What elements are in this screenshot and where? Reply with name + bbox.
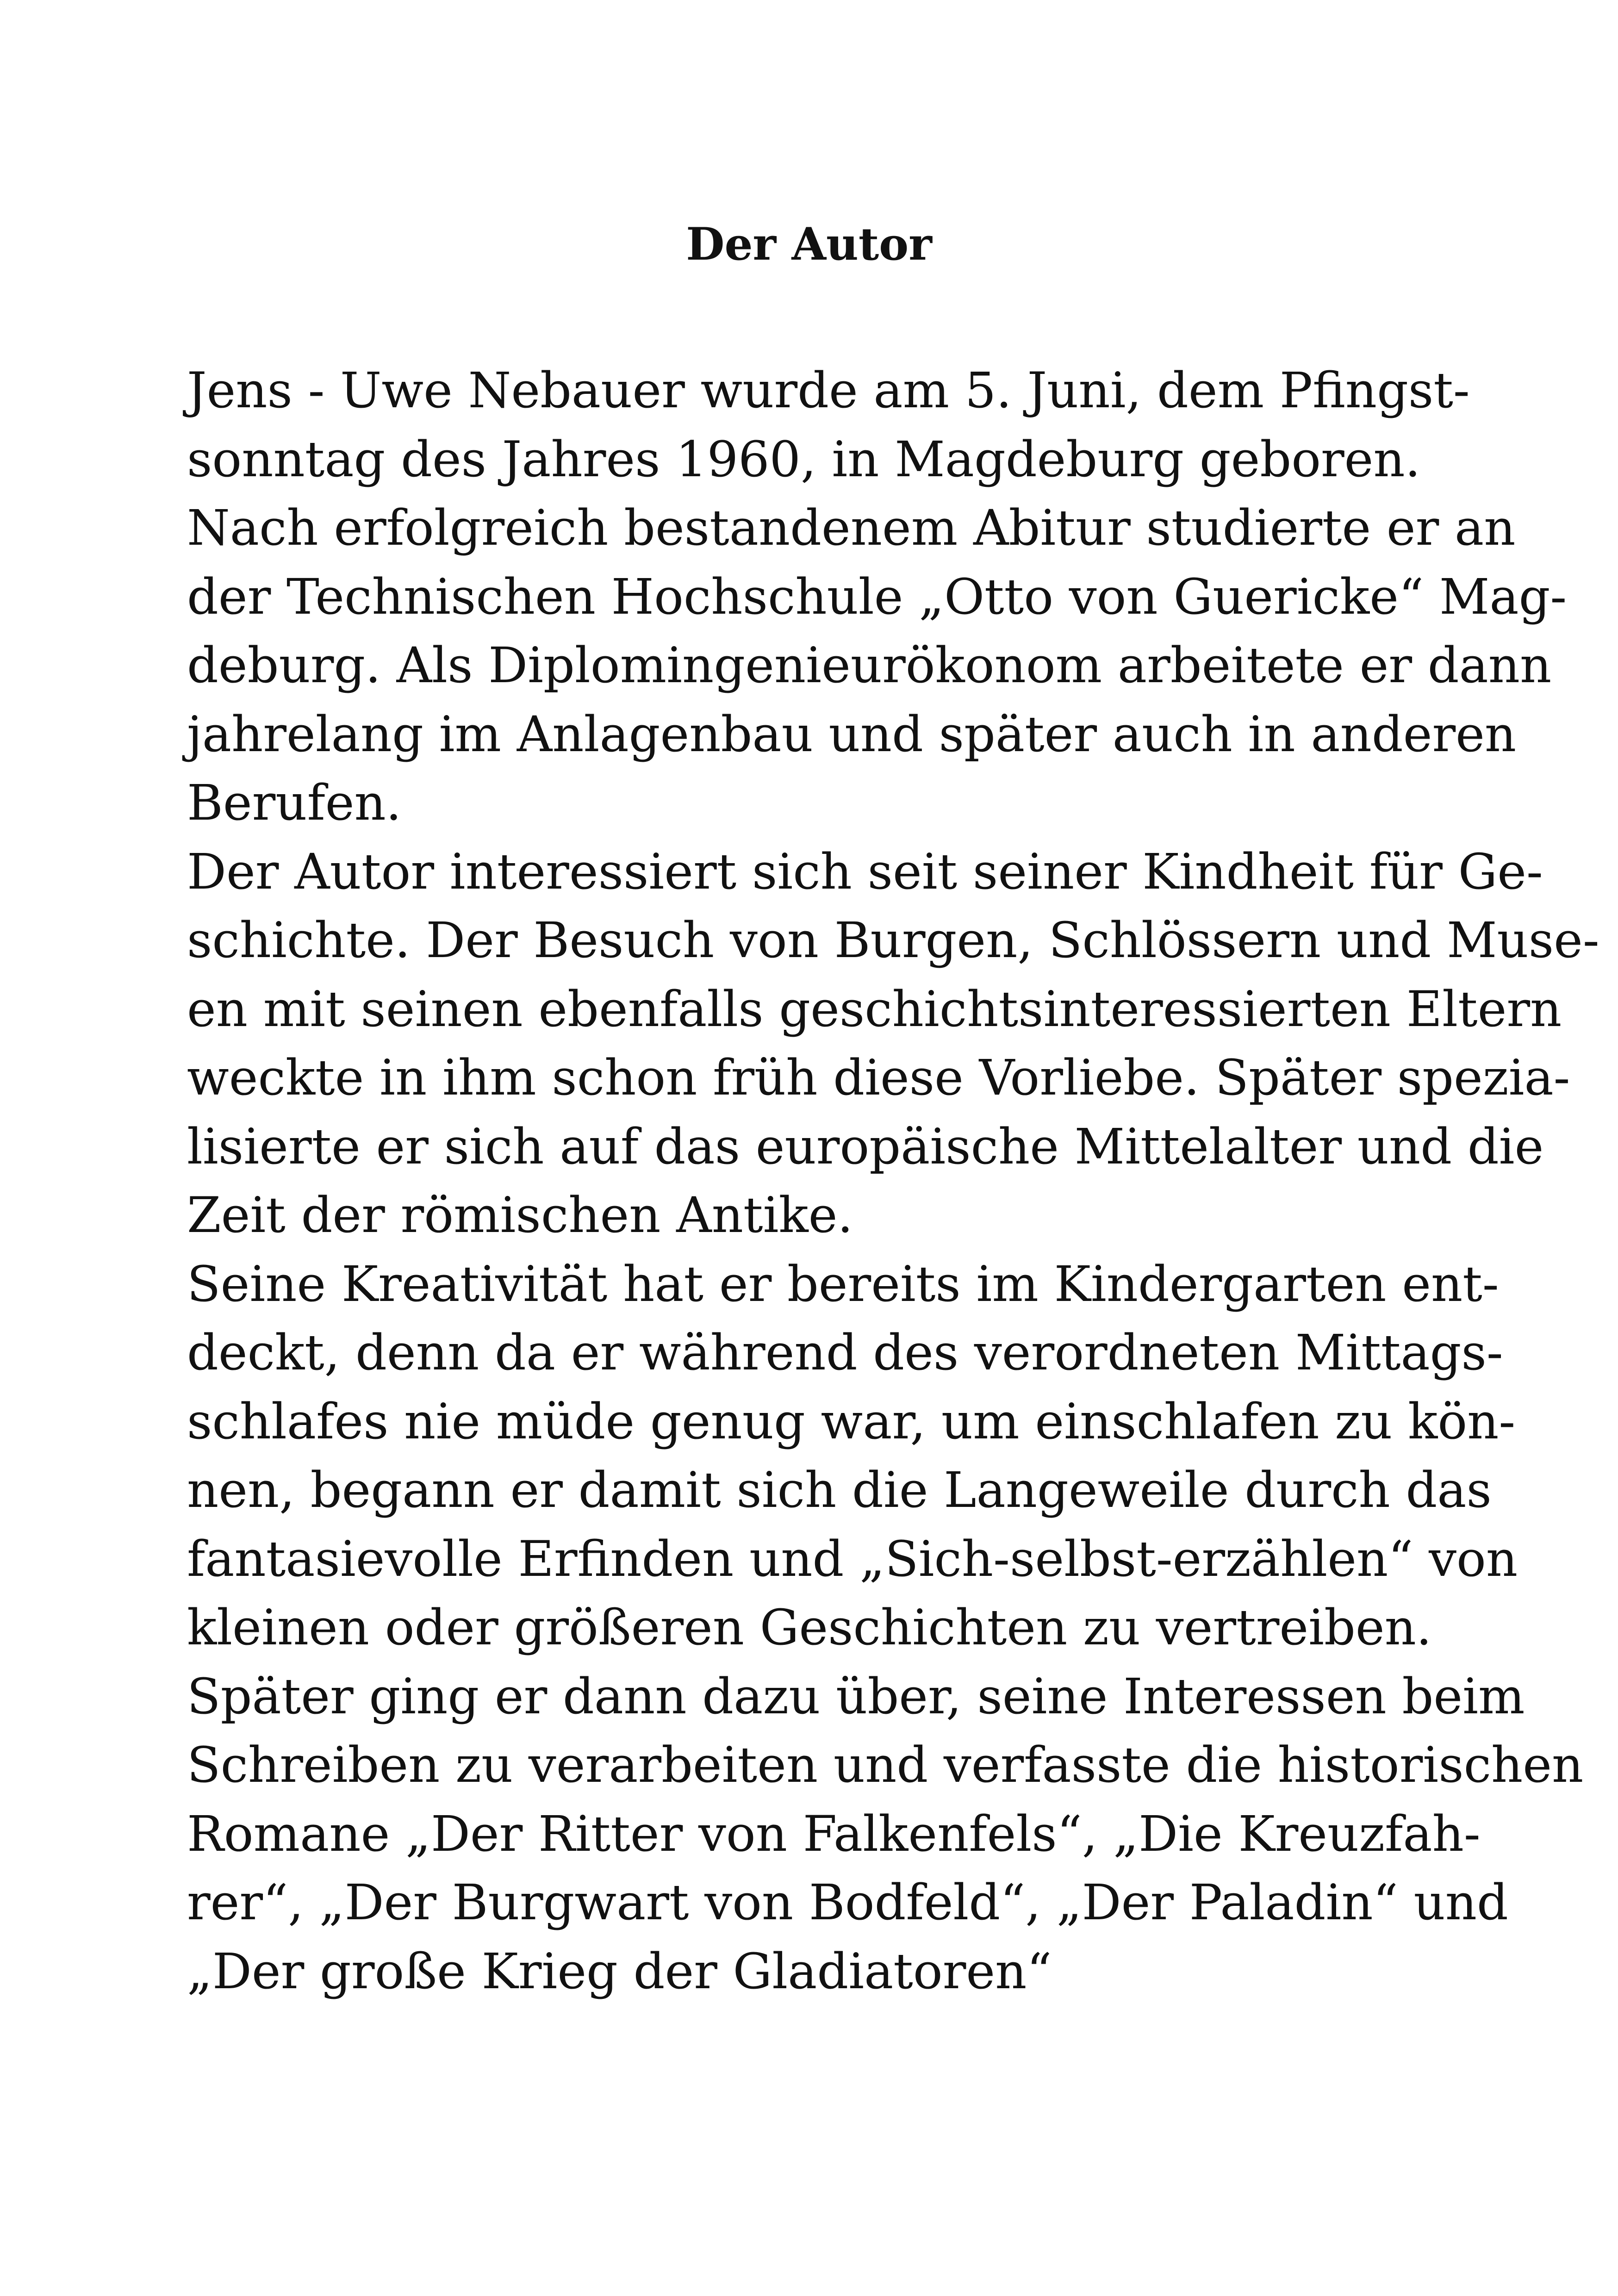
- text-line: nen, begann er damit sich die Langeweile durch das: [187, 1462, 1492, 1518]
- text-line: schlafes nie müde genug war, um einschlafen zu kön-: [187, 1393, 1516, 1450]
- text-line: Seine Kreativität hat er bereits im Kindergarten ent-: [187, 1255, 1499, 1313]
- text-line: fantasievolle Erfinden und „Sich-selbst-erzählen“ von: [187, 1530, 1518, 1587]
- text-line: lisierte er sich auf das europäische Mittelalter und die: [187, 1118, 1544, 1175]
- text-line: en mit seinen ebenfalls geschichtsinteressierten Eltern: [187, 980, 1562, 1038]
- text-line: Der Autor interessiert sich seit seiner Kindheit für Ge-: [187, 843, 1543, 900]
- author-biography: [187, 356, 1599, 2006]
- text-line: Nach erfolgreich bestandenem Abitur studierte er an: [187, 499, 1516, 556]
- text-line: der Technischen Hochschule „Otto von Guericke“ Mag-: [187, 568, 1567, 625]
- text-line: deburg. Als Diplomingenieurökonom arbeitete er dann: [187, 637, 1552, 694]
- text-line: Berufen.: [187, 774, 402, 831]
- text-line: Romane „Der Ritter von Falkenfels“, „Die Kreuzfah-: [187, 1805, 1481, 1862]
- text-line: schichte. Der Besuch von Burgen, Schlössern und Muse-: [187, 912, 1599, 969]
- text-line: sonntag des Jahres 1960, in Magdeburg geboren.: [187, 430, 1421, 488]
- page-title: Der Autor: [686, 218, 932, 270]
- text-line: weckte in ihm schon früh diese Vorliebe. Später spezia-: [187, 1049, 1570, 1106]
- text-line: Jens - Uwe Nebauer wurde am 5. Juni, dem Pfingst-: [187, 362, 1470, 419]
- text-line: „Der große Krieg der Gladiatoren“: [187, 1942, 1052, 2000]
- text-line: jahrelang im Anlagenbau und später auch in anderen: [187, 705, 1517, 763]
- text-line: kleinen oder größeren Geschichten zu vertreiben.: [187, 1599, 1432, 1656]
- text-line: deckt, denn da er während des verordneten Mittags-: [187, 1324, 1503, 1381]
- text-line: Später ging er dann dazu über, seine Interessen beim: [187, 1668, 1525, 1725]
- text-line: Zeit der römischen Antike.: [187, 1187, 853, 1244]
- text-line: Schreiben zu verarbeiten und verfasste die historischen: [187, 1736, 1584, 1793]
- text-line: rer“, „Der Burgwart von Bodfeld“, „Der Paladin“ und: [187, 1874, 1508, 1931]
